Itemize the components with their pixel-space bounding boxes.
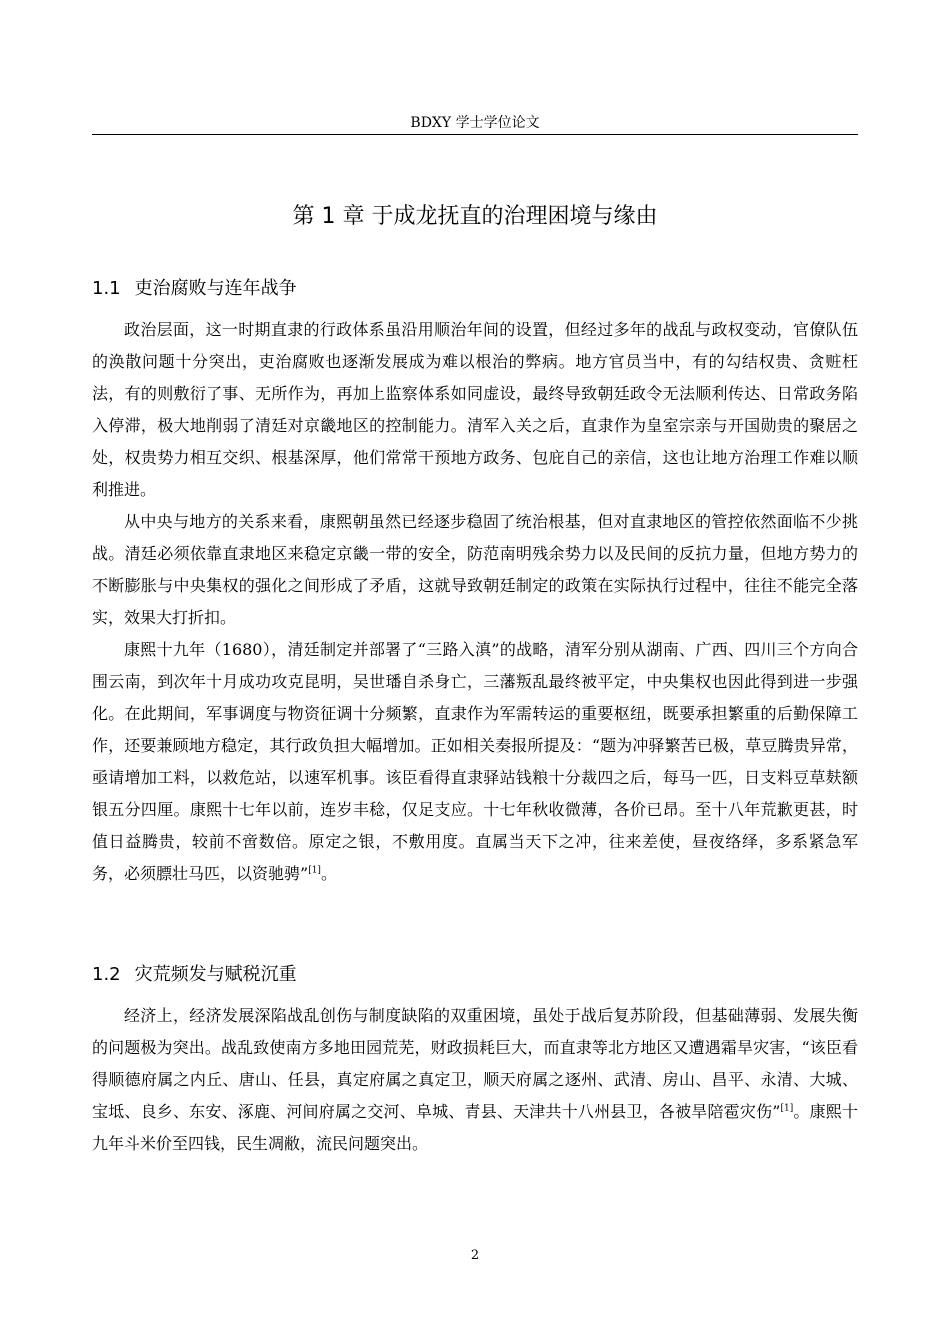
paragraph-tail: 。康熙十九年斗米价至四钱，民生凋敝，流民问题突出。 [92, 1102, 858, 1153]
paragraph-text: 康熙十九年（1680），清廷制定并部署了“三路入滇”的战略，清军分别从湖南、广西、四川三个方向合围云南，到次年十月成功攻克昆明，吴世璠自杀身亡，三藩叛乱最终被平定，中央集权也因此得到进一步强化。在此期间，军事调度与物资征调十分频繁，直隶作为军需转运的重要枢纽，既要承担繁重的后勤保障工作，还要兼顾地方稳定，其行政负担大幅增加。正如相关奏报所提及：“题为冲驿繁苦已极，草豆腾贵异常，亟请增加工料，以救危站，以速军机事。该臣看得直隶驿站钱粮十分裁四之后，每马一匹，日支料豆草麸额银五分四厘。康熙十七年以前，连岁丰稔，仅足支应。十七年秋收微薄，各价已昂。至十八年荒歉更甚，时值日益腾贵，较前不啻数倍。原定之银，不敷用度。直属当天下之冲，往来差使，昼夜络绎，多系紧急军务，必须膘壮马匹，以资驰骋” [92, 640, 858, 883]
chapter-title: 第 1 章 于成龙抚直的治理困境与缘由 [292, 204, 658, 229]
paragraph [92, 634, 858, 890]
paragraph-tail: 。 [320, 864, 337, 883]
section-body-1-1 [92, 314, 858, 890]
section-title-text: 灾荒频发与赋税沉重 [134, 964, 297, 985]
citation-marker: [1] [780, 1103, 794, 1114]
section-number: 1.2 [92, 964, 121, 985]
running-header: BDXY 学士学位论文 [410, 115, 540, 131]
page-number: 2 [470, 1248, 480, 1263]
section-number: 1.1 [92, 278, 121, 299]
section-heading-1-1 [92, 276, 858, 302]
paragraph [92, 1000, 858, 1160]
section-body-1-2 [92, 1000, 858, 1160]
paragraph: 政治层面，这一时期直隶的行政体系虽沿用顺治年间的设置，但经过多年的战乱与政权变动，官僚队伍的涣散问题十分突出，吏治腐败也逐渐发展成为难以根治的弊病。地方官员当中，有的勾结权贵、贪赃枉法，有的则敷衍了事、无所作为，再加上监察体系如同虚设，最终导致朝廷政令无法顺利传达、日常政务陷入停滞，极大地削弱了清廷对京畿地区的控制能力。清军入关之后，直隶作为皇室宗亲与开国勋贵的聚居之处，权贵势力相互交织、根基深厚，他们常常干预地方政务、包庇自己的亲信，这也让地方治理工作难以顺利推进。 [92, 320, 858, 499]
paragraph: 从中央与地方的关系来看，康熙朝虽然已经逐步稳固了统治根基，但对直隶地区的管控依然面临不少挑战。清廷必须依靠直隶地区来稳定京畿一带的安全，防范南明残余势力以及民间的反抗力量，但地方势力的不断膨胀与中央集权的强化之间形成了矛盾，这就导致朝廷制定的政策在实际执行过程中，往往不能完全落实，效果大打折扣。 [92, 512, 858, 627]
section-heading-1-2 [92, 962, 858, 988]
header-rule [92, 134, 858, 135]
citation-marker: [1] [308, 865, 321, 876]
paragraph-text: 经济上，经济发展深陷战乱创伤与制度缺陷的双重困境，虽处于战后复苏阶段，但基础薄弱、发展失衡的问题极为突出。战乱致使南方多地田园荒芜，财政损耗巨大，而直隶等北方地区又遭遇霜旱灾害，“该臣看得顺德府属之内丘、唐山、任县，真定府属之真定卫，顺天府属之逐州、武清、房山、昌平、永清、大城、宝坻、良乡、东安、涿鹿、河间府属之交河、阜城、青县、天津共十八州县卫，各被旱陪雹灾伤” [92, 1006, 858, 1121]
section-title-text: 吏治腐败与连年战争 [134, 278, 297, 299]
